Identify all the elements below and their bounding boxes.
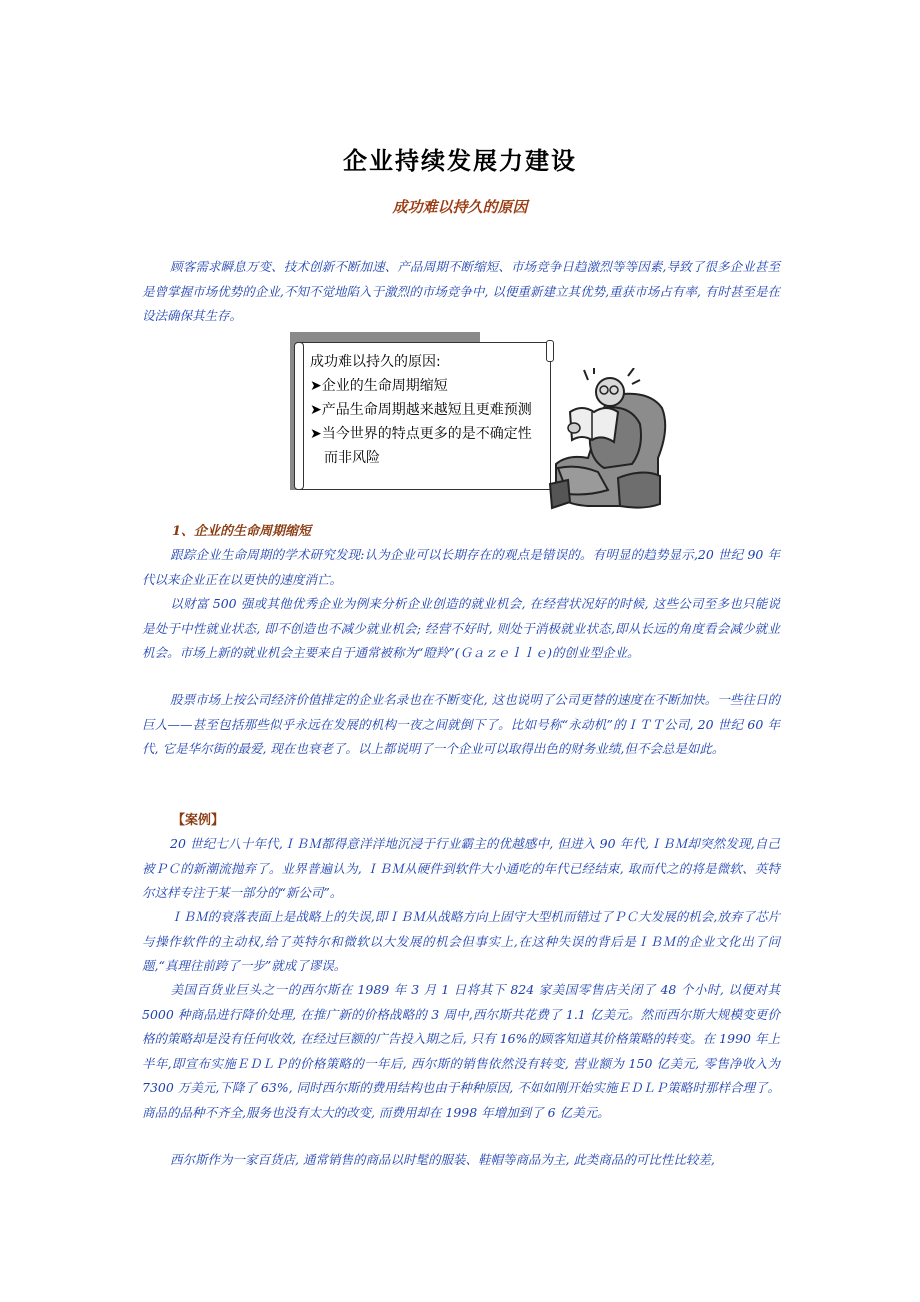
case-label: 【案例】 <box>172 813 225 828</box>
callout-item: ➤当今世界的特点更多的是不确定性 <box>310 426 532 442</box>
paragraph-text: 跟踪企业生命周期的学术研究发现:认为企业可以长期存在的观点是错误的。有明显的趋势显示,20 世纪 90 年代以来企业正在以更快的速度消亡。 <box>142 547 780 587</box>
callout-scroll-box <box>290 332 558 490</box>
case-paragraph <box>142 978 780 1125</box>
callout-item: ➤产品生命周期越来越短且更难预测 <box>310 402 532 418</box>
case-paragraph <box>142 905 780 979</box>
scroll-right-roll <box>546 340 554 362</box>
paragraph-text: 股票市场上按公司经济价值排定的企业名录也在不断变化, 这也说明了公司更替的速度在不断加快。一些往日的巨人——甚至包括那些似乎永远在发展的机构一夜之间就倒下了。比如号称“永动机”的ＩＴＴ公司, 20 世纪 60 年代, 它是华尔街的最爱, 现在也衰老了。以上都说明了一个企业可以取得出色的财务业绩,但不会总是如此。 <box>142 692 780 756</box>
intro-text: 顾客需求瞬息万变、技术创新不断加速、产品周期不断缩短、市场竞争日趋激烈等等因素,导致了很多企业甚至是曾掌握市场优势的企业,不知不觉地陷入于激烈的市场竞争中, 以便重新建立其优势,重获市场占有率, 有时甚至是在设法确保其生存。 <box>142 259 780 323</box>
intro-paragraph <box>142 255 780 329</box>
paragraph-text: 西尔斯作为一家百货店, 通常销售的商品以时髦的服装、鞋帽等商品为主, 此类商品的可比性比较差, <box>170 1152 715 1167</box>
callout-heading: 成功难以持久的原因: <box>310 354 441 370</box>
paragraph-text: ＩＢＭ的衰落表面上是战略上的失误,即ＩＢＭ从战略方向上固守大型机而错过了ＰＣ大发展的机会,放弃了芯片与操作软件的主动权,给了英特尔和微软以大发展的机会但事实上,在这种失误的背后是ＩＢＭ的企业文化出了问题,“真理往前跨了一步”就成了谬误。 <box>142 909 780 973</box>
document-title: 企业持续发展力建设 <box>343 146 577 175</box>
paragraph-text: 20 世纪七八十年代,ＩＢＭ都得意洋洋地沉浸于行业霸主的优越感中, 但进入 90 年代,ＩＢＭ却突然发现,自己被ＰＣ的新潮流抛弃了。业界普遍认为, ＩＢＭ从硬件到软件大小通吃的年代已经结束, 取而代之的将是微软、英特尔这样专注于某一部分的“新公司”。 <box>142 836 780 900</box>
section-heading: 1、企业的生命周期缩短 <box>172 524 312 539</box>
callout-list <box>310 350 532 470</box>
section1-paragraph <box>142 592 780 666</box>
callout-item: 而非风险 <box>310 450 380 466</box>
paragraph-text: 以财富 500 强或其他优秀企业为例来分析企业创造的就业机会, 在经营状况好的时候, 这些公司至多也只能说是处于中性就业状态, 即不创造也不减少就业机会; 经营不好时, 则处于消极就业状态,即从长远的角度看会减少就业机会。市场上新的就业机会主要来自于通常被称为“瞪羚”(Ｇａｚｅｌｌｅ)的创业型企业。 <box>142 596 780 660</box>
section1-paragraph <box>142 543 780 592</box>
scroll-left-roll <box>294 342 304 490</box>
paragraph-text: 美国百货业巨头之一的西尔斯在 1989 年 3 月 1 日将其下 824 家美国零售店关闭了 48 个小时, 以便对其 5000 种商品进行降价处理, 在推广新的价格战略的 3 周中,西尔斯共花费了 1.1 亿美元。然而西尔斯大规模变更价格的策略却是没有任何收效, 在经过巨额的广告投入期之后, 只有 16%的顾客知道其价格策略的转变。在 1990 年上半年,即宣布实施ＥＤＬＰ的价格策略的一年后, 西尔斯的销售依然没有转变, 营业额为 150 亿美元, 零售净收入为 7300 万美元,下降了 63%, 同时西尔斯的费用结构也由于种种原因, 不如如刚开始实施ＥＤＬＰ策略时那样合理了。商品的品种不齐全,服务也没有太大的改变, 而费用却在 1998 年增加到了 6 亿美元。 <box>142 982 780 1120</box>
callout-item: ➤企业的生命周期缩短 <box>310 378 448 394</box>
section1-paragraph <box>142 688 780 762</box>
case-paragraph <box>142 1148 780 1173</box>
document-subtitle: 成功难以持久的原因 <box>392 198 528 216</box>
case-paragraph <box>142 832 780 906</box>
reading-man-illustration <box>548 368 672 520</box>
